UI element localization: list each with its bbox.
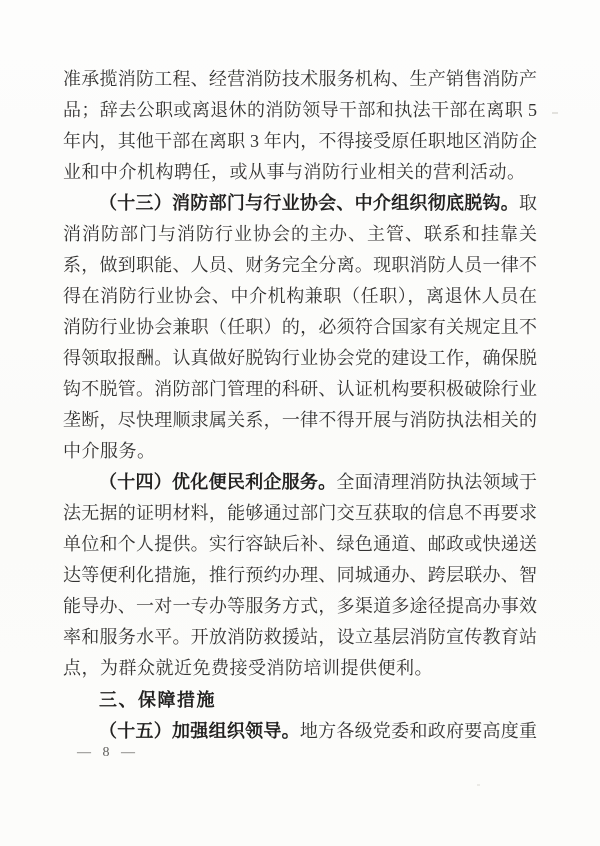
document-line [63,188,537,219]
document-line [63,250,537,281]
page-number: — 8 — [77,745,139,760]
document-line [63,126,537,157]
document-line [63,95,537,126]
document-line [63,374,537,405]
section-lead-text: 三、保障措施 [99,690,216,710]
document-line [63,219,537,250]
body-text: 得在消防行业协会、中介机构兼职（任职），离退休人员在 [63,286,537,306]
document-line [63,64,537,95]
document-line [63,467,537,498]
document-line [63,498,537,529]
document-line [63,343,537,374]
body-text: 中介服务。 [63,441,156,461]
body-text: 钩不脱管。消防部门管理的科研、认证机构要积极破除行业 [63,379,537,399]
document-line [63,684,537,716]
body-text: 全面清理消防执法领域于 [336,472,537,492]
body-text: 点，为群众就近免费接受消防培训提供便利。 [63,658,433,678]
document-line [63,591,537,622]
document-line [63,281,537,312]
body-text: 品；辞去公职或离退休的消防领导干部和执法干部在离职 5 [63,100,537,120]
body-text: 取 [519,193,537,213]
scan-artifact [552,112,558,114]
body-text: 得领取报酬。认真做好脱钩行业协会党的建设工作，确保脱 [63,348,537,368]
document-line [63,529,537,560]
document-line [63,560,537,591]
document-line [63,405,537,436]
document-line [63,436,537,467]
body-text: 地方各级党委和政府要高度重 [299,721,537,741]
body-text: 消消防部门与消防行业协会的主办、主管、联系和挂靠关 [63,224,537,244]
document-line [63,157,537,188]
document-line [63,622,537,653]
section-lead-text: （十三）消防部门与行业协会、中介组织彻底脱钩。 [99,193,519,213]
body-text: 单位和个人提供。实行容缺后补、绿色通道、邮政或快递送 [63,534,537,554]
body-text: 能导办、一对一专办等服务方式，多渠道多途径提高办事效 [63,596,537,616]
document-line [63,653,537,684]
document-body [63,64,537,747]
body-text: 法无据的证明材料，能够通过部门交互获取的信息不再要求 [63,503,537,523]
body-text: 准承揽消防工程、经营消防技术服务机构、生产销售消防产 [63,69,537,89]
body-text: 垄断，尽快理顺隶属关系，一律不得开展与消防执法相关的 [63,410,537,430]
body-text: 系，做到职能、人员、财务完全分离。现职消防人员一律不 [63,255,537,275]
body-text: 达等便利化措施，推行预约办理、同城通办、跨层联办、智 [63,565,537,585]
body-text: 消防行业协会兼职（任职）的，必须符合国家有关规定且不 [63,317,537,337]
section-lead-text: （十四）优化便民利企服务。 [99,472,337,492]
body-text: 年内，其他干部在离职 3 年内，不得接受原任职地区消防企 [63,131,537,151]
document-line [63,312,537,343]
body-text: 率和服务水平。开放消防救援站，设立基层消防宣传教育站 [63,627,537,647]
section-lead-text: （十五）加强组织领导。 [99,721,300,741]
body-text: 业和中介机构聘任，或从事与消防行业相关的营利活动。 [63,162,526,182]
scan-artifact [477,784,480,786]
